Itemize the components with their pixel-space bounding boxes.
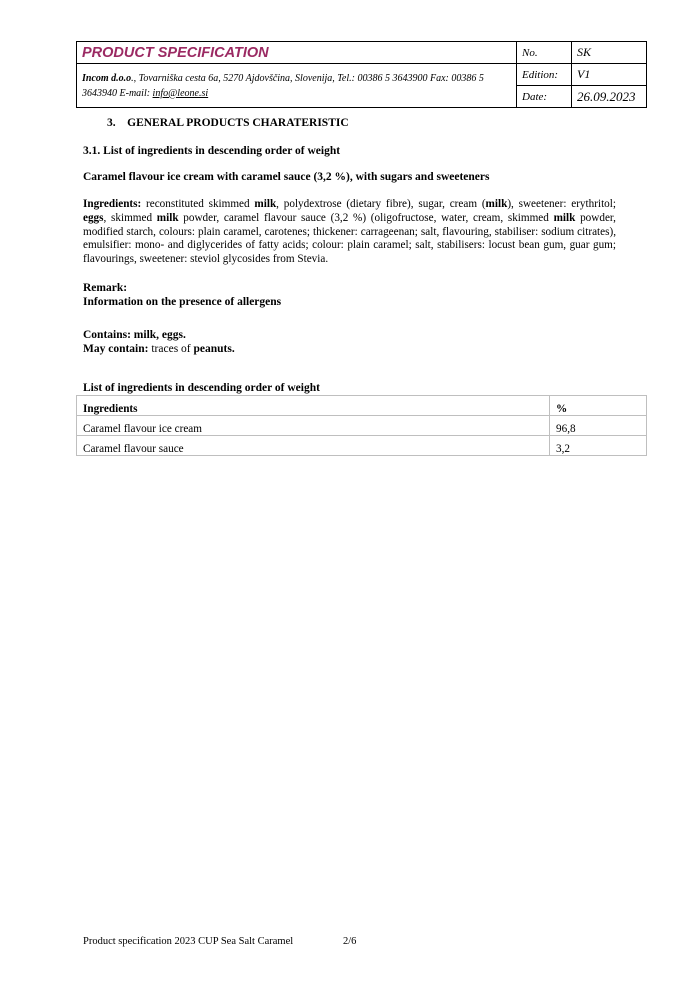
remark-block	[83, 281, 281, 309]
table-cell-ingredient: Caramel flavour sauce	[77, 436, 550, 456]
section-title: GENERAL PRODUCTS CHARATERISTIC	[127, 117, 349, 129]
edition-label: Edition:	[517, 64, 572, 86]
allergen-highlight: milk	[485, 198, 508, 210]
ingredients-label: Ingredients:	[83, 198, 142, 210]
table-row	[77, 436, 647, 456]
may-contain-label: May contain:	[83, 343, 149, 355]
allergen-highlight: milk	[254, 198, 277, 210]
company-info	[77, 64, 517, 108]
may-contain-item: peanuts.	[193, 343, 235, 355]
allergen-statement	[83, 328, 235, 356]
allergen-heading: Information on the presence of allergens	[83, 296, 282, 308]
ingredient-text-segment: , skimmed	[103, 211, 157, 224]
company-address: ., Tovarniška cesta 6a, 5270 Ajdovščina, Slovenija, Tel.: 00386 5 3643900 Fax: 00386 5 3643940 E-mail:	[82, 72, 484, 99]
table-header-row	[77, 396, 647, 416]
remark-label: Remark:	[83, 282, 128, 294]
company-email-link[interactable]: info@leone.si	[152, 87, 209, 99]
section-heading	[107, 117, 349, 129]
document-header	[76, 41, 647, 108]
ingredients-text	[83, 198, 616, 265]
section-number: 3.	[107, 117, 116, 129]
company-name: Incom d.o.o	[82, 72, 132, 84]
contains-allergens: Contains: milk, eggs.	[83, 329, 186, 341]
edition-value: V1	[572, 64, 647, 86]
number-label: No.	[517, 42, 572, 64]
table-cell-percent: 3,2	[550, 436, 647, 456]
product-title: Caramel flavour ice cream with caramel sauce (3,2 %), with sugars and sweeteners	[83, 171, 490, 183]
ingredient-text-segment: , polydextrose (dietary fibre), sugar, cream (	[276, 198, 486, 210]
document-title: PRODUCT SPECIFICATION	[77, 42, 517, 64]
table-cell-percent: 96,8	[550, 416, 647, 436]
table-header-ingredients: Ingredients	[77, 396, 550, 416]
date-value: 26.09.2023	[572, 86, 647, 108]
subsection-heading: 3.1. List of ingredients in descending order of weight	[83, 145, 341, 157]
number-value: SK	[572, 42, 647, 64]
ingredient-text-segment: powder, caramel flavour sauce (3,2 %) (oligofructose, water, cream, skimmed	[178, 211, 554, 224]
footer-text: Product specification 2023 CUP Sea Salt Caramel	[83, 936, 294, 947]
table-cell-ingredient: Caramel flavour ice cream	[77, 416, 550, 436]
table-row	[77, 416, 647, 436]
may-contain-line	[83, 342, 235, 356]
ingredient-text-segment: ), sweetener: erythritol;	[507, 198, 616, 210]
table-header-percent: %	[550, 396, 647, 416]
ingredients-paragraph	[83, 198, 616, 267]
allergen-highlight: eggs	[83, 211, 104, 224]
page-number: 2/6	[343, 936, 357, 947]
allergen-highlight: milk	[156, 211, 179, 224]
may-contain-text: traces of	[148, 343, 194, 355]
date-label: Date:	[517, 86, 572, 108]
ingredient-text-segment: powder, modified starch, colours: plain caramel, carotenes; thickener: carrageenan; salt, flavouring, stabiliser: sodium citrates), emulsifier: mono- and diglycerides of fatty acids; colour: plain caramel; salt, stabilisers: locust bean gum, guar gum; flavourings, sweetener: steviol glycosides from Stevia.	[83, 211, 616, 266]
ingredient-table-title: List of ingredients in descending order of weight	[83, 382, 320, 394]
allergen-highlight: milk	[553, 211, 576, 224]
ingredient-text-segment: reconstituted skimmed	[141, 198, 255, 210]
ingredient-table	[76, 395, 647, 456]
